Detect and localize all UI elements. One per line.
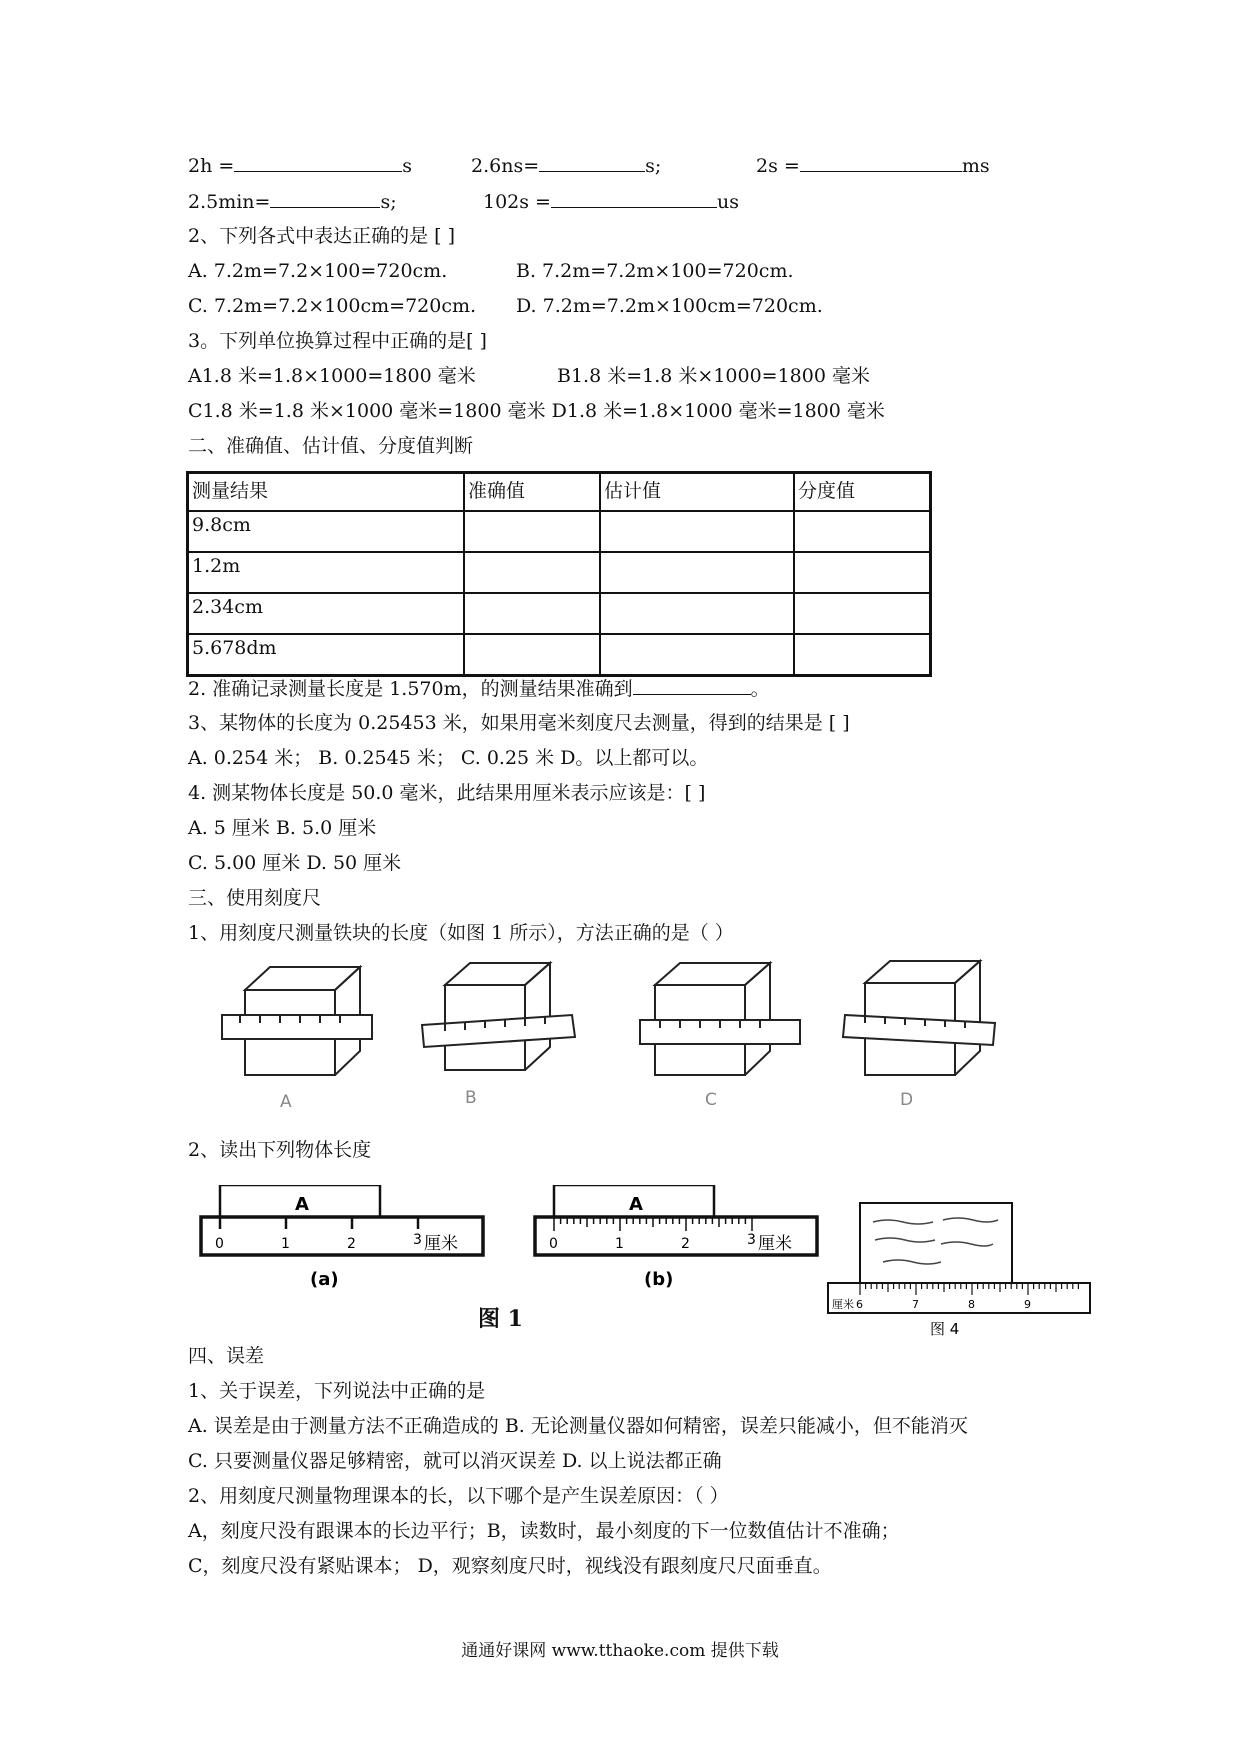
answer-blank[interactable] [633,675,751,695]
ruler-caption: (a) [310,1269,339,1290]
measurement-table [186,471,932,677]
options-c-d: C1.8 米=1.8 米×1000 毫米=1800 毫米 D1.8 米=1.8×1000 毫米=1800 毫米 [188,400,885,422]
tick-label: 3 [747,1232,756,1248]
ruler-caption: (b) [644,1269,674,1290]
figure-d-block [843,961,995,1075]
answer-cell[interactable] [794,511,931,552]
answer-cell[interactable] [794,552,931,593]
answer-blank[interactable] [800,152,962,172]
answer-cell[interactable] [464,634,600,676]
answer-blank[interactable] [234,152,402,172]
table-header: 估计值 [600,473,794,512]
unit-row-1 [188,152,988,178]
tick-label: 0 [549,1236,558,1252]
tick-label: 1 [281,1236,290,1252]
option-d: D. 7.2m=7.2m×100cm=720cm. [516,295,823,317]
answer-cell[interactable] [464,552,600,593]
tick-label: 0 [215,1236,224,1252]
figure-d-label: D [900,1090,914,1110]
question-text: 。 [750,678,770,700]
section-heading-4: 四、误差 [188,1345,265,1367]
table-row [188,511,931,552]
block-label: A [295,1194,309,1215]
unit-prefix: 2.6ns= [471,155,540,177]
table-cell: 5.678dm [188,634,465,676]
tick-label: 2 [347,1236,356,1252]
table-cell: 9.8cm [188,511,465,552]
table-header: 分度值 [794,473,931,512]
footer-text: 通通好课网 www.tthaoke.com 提供下载 [461,1641,779,1661]
table-row [188,593,931,634]
table-header-row [188,473,931,512]
tick-label: 8 [968,1298,975,1311]
question-3-1: 1、用刻度尺测量铁块的长度（如图 1 所示），方法正确的是（ ） [188,922,734,944]
tick-label: 6 [856,1298,863,1311]
question-4-1: 1、关于误差，下列说法中正确的是 [188,1380,486,1402]
ruler-a-figure [198,1185,490,1303]
tick-label: 2 [681,1236,690,1252]
section-heading-2: 二、准确值、估计值、分度值判断 [188,435,474,457]
answer-cell[interactable] [464,593,600,634]
question-text: 2. 准确记录测量长度是 1.570m，的测量结果准确到 [188,678,633,700]
option-c: C. 7.2m=7.2×100cm=720cm. [188,295,477,317]
unit-suffix: s; [645,155,662,177]
answer-cell[interactable] [464,511,600,552]
section-heading-3: 三、使用刻度尺 [188,887,322,909]
table-row [188,552,931,593]
question-4-1-options-ab: A. 误差是由于测量方法不正确造成的 B. 无论测量仪器如何精密，误差只能减小，但不能消灭 [188,1415,968,1437]
question-4-1-options-cd: C. 只要测量仪器足够精密，就可以消灭误差 D. 以上说法都正确 [188,1450,722,1472]
ruler-method-figure [200,955,1030,1130]
question-2-3-options: A. 0.254 米； B. 0.2545 米； C. 0.25 米 D。以上都可以。 [188,747,709,769]
question-2-4-options-ab: A. 5 厘米 B. 5.0 厘米 [188,817,377,839]
question-2-3: 3、某物体的长度为 0.25453 米，如果用毫米刻度尺去测量，得到的结果是 [ ] [188,712,850,734]
option-a: A. 7.2m=7.2×100=720cm. [188,260,448,282]
table-header: 准确值 [464,473,600,512]
question-4-2-options-cd: C，刻度尺没有紧贴课本； D，观察刻度尺时，视线没有跟刻度尺尺面垂直。 [188,1555,832,1577]
question-4-2: 2、用刻度尺测量物理课本的长，以下哪个是产生误差原因：（ ） [188,1485,729,1507]
answer-blank[interactable] [270,188,380,208]
option-b: B1.8 米=1.8 米×1000=1800 毫米 [557,365,870,387]
figure-4-caption: 图 4 [930,1320,960,1338]
table-cell: 1.2m [188,552,465,593]
unit-label: 厘米 [758,1234,792,1254]
figure-1-caption: 图 1 [478,1306,523,1332]
figure-c-label: C [705,1090,717,1110]
unit-prefix: 2.5min= [188,191,271,213]
unit-suffix: s [402,155,413,177]
tick-label: 9 [1024,1298,1031,1311]
tick-label: 1 [615,1236,624,1252]
answer-blank[interactable] [551,188,717,208]
question-4-2-options-ab: A，刻度尺没有跟课本的长边平行；B，读数时，最小刻度的下一位数值估计不准确； [188,1520,900,1542]
question-1-3: 3。下列单位换算过程中正确的是[ ] [188,330,487,352]
tick-label: 3 [413,1232,422,1248]
figure-a-block [222,967,372,1075]
table-cell: 2.34cm [188,593,465,634]
answer-cell[interactable] [600,634,794,676]
question-2-2 [188,675,770,702]
block-label: A [629,1194,643,1215]
answer-cell[interactable] [794,593,931,634]
figure-b-label: B [465,1088,477,1108]
table-row [188,634,931,676]
unit-prefix: 2h = [188,155,235,177]
ruler-b-figure [532,1185,824,1303]
table-header: 测量结果 [188,473,465,512]
question-2-4: 4. 测某物体长度是 50.0 毫米，此结果用厘米表示应该是：[ ] [188,782,706,804]
answer-cell[interactable] [600,593,794,634]
answer-cell[interactable] [600,511,794,552]
answer-blank[interactable] [539,152,645,172]
unit-prefix: 102s = [483,191,551,213]
question-1-2: 2、下列各式中表达正确的是 [ ] [188,225,455,247]
option-a: A1.8 米=1.8×1000=1800 毫米 [188,365,476,387]
unit-label: 厘米 [832,1298,854,1311]
figure-a-label: A [280,1092,292,1112]
measured-object [860,1203,1012,1283]
figure-c-block [640,963,800,1075]
question-3-2: 2、读出下列物体长度 [188,1139,372,1161]
unit-suffix: s; [380,191,397,213]
option-b: B. 7.2m=7.2m×100=720cm. [516,260,794,282]
tick-label: 7 [912,1298,919,1311]
unit-row-2 [188,188,888,214]
ruler-c-figure [823,1200,1095,1340]
answer-cell[interactable] [600,552,794,593]
answer-cell[interactable] [794,634,931,676]
question-2-4-options-cd: C. 5.00 厘米 D. 50 厘米 [188,852,402,874]
unit-suffix: ms [961,155,990,177]
unit-suffix: us [716,191,739,213]
unit-label: 厘米 [424,1234,458,1254]
figure-b-block [422,963,575,1070]
unit-prefix: 2s = [756,155,800,177]
